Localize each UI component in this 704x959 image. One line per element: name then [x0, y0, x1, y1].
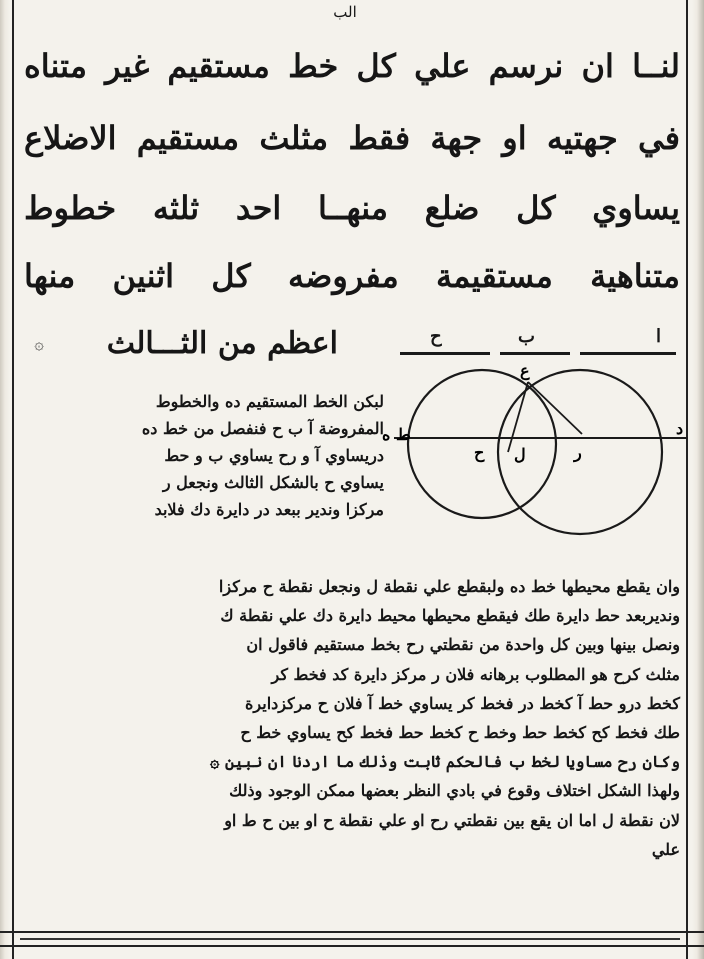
- given-segments: [400, 326, 676, 360]
- geometry-figure: [382, 360, 696, 560]
- label-d: د: [676, 419, 684, 438]
- body-line: مثلث كرح هو المطلوب برهانه فلان ر مركز دايرة كد فخط كر: [271, 664, 680, 684]
- label-h: ح: [474, 443, 485, 462]
- heading-line-3: يساوي كل ضلع منهــا احد ثلثه خطوط: [24, 189, 680, 227]
- side-line: لبكن الخط المستقيم ده والخطوط: [155, 392, 384, 411]
- bottom-border: [0, 931, 704, 947]
- side-line: يساوي ح بالشكل الثالث ونجعل ر: [162, 473, 384, 492]
- label-l: ل: [514, 445, 526, 464]
- body-line: ونصل بينها وبين كل واحدة من نقطتي رح بخط مستقيم فاقول ان: [246, 635, 680, 655]
- side-line: دريساوي آ و رح يساوي ب و حط: [164, 446, 384, 465]
- body-line: لان نقطة ل اما ان يقع بين نقطتي رح او علي نقطة ح او بين ح ط او: [224, 810, 680, 830]
- segment-line-c: [400, 352, 490, 355]
- heading-line-1: لنــا ان نرسم علي كل خط مستقيم غير متناه: [24, 47, 680, 85]
- segment-line-a: [580, 352, 676, 355]
- body-line: ونديربعد حط دايرة طك فيقطع محيطها محيط دايرة دك علي نقطة ك: [220, 606, 680, 626]
- body-line: وان يقطع محيطها خط ده ولبقطع علي نقطة ل ونجعل نقطة ح مركزا: [218, 577, 680, 596]
- heading-line-5: اعظم من الثـــالث: [106, 326, 338, 361]
- left-border: [0, 0, 14, 959]
- body-line: وكان رح مساويا لخط ب فالحكم ثابت وذلك ما اردنا ان نبين ۞: [210, 752, 680, 772]
- label-t-e: ط ه: [382, 425, 411, 444]
- body-line: علي: [651, 839, 680, 859]
- side-line: المفروضة آ ب ح فنفصل من خط ده: [141, 419, 384, 438]
- body-paragraph: [24, 572, 680, 864]
- line-kh: [508, 382, 528, 452]
- segment-label-b: ب: [518, 326, 535, 347]
- body-line: ولهذا الشكل اختلاف وقوع في بادي النظر بعضها ممكن الوجود وذلك: [229, 781, 680, 801]
- heading-line-2: في جهتيه او جهة فقط مثلث مستقيم الاضلاع: [24, 119, 680, 157]
- label-top: ع: [520, 361, 530, 380]
- segment-line-b: [500, 352, 570, 355]
- label-r: ر: [574, 443, 582, 462]
- segment-label-a: ا: [656, 326, 662, 347]
- segment-label-c: ح: [430, 326, 442, 347]
- line-kr: [528, 382, 582, 434]
- body-line: طك فخط كح كخط حط وخط ح كخط حط فخط كح يساوي خط ح: [240, 723, 680, 743]
- body-line: كخط درو حط آ كخط در فخط كر يساوي خط آ فلان ح مركزدايرة: [245, 693, 680, 713]
- side-line: مركزا وندير ببعد در دايرة دك فلابد: [154, 500, 384, 519]
- star-ornament-icon: ۞: [34, 334, 44, 353]
- running-header: الب: [333, 3, 357, 21]
- side-paragraph: [24, 388, 384, 523]
- heading-line-4: متناهية مستقيمة مفروضه كل اثنين منها: [24, 257, 680, 295]
